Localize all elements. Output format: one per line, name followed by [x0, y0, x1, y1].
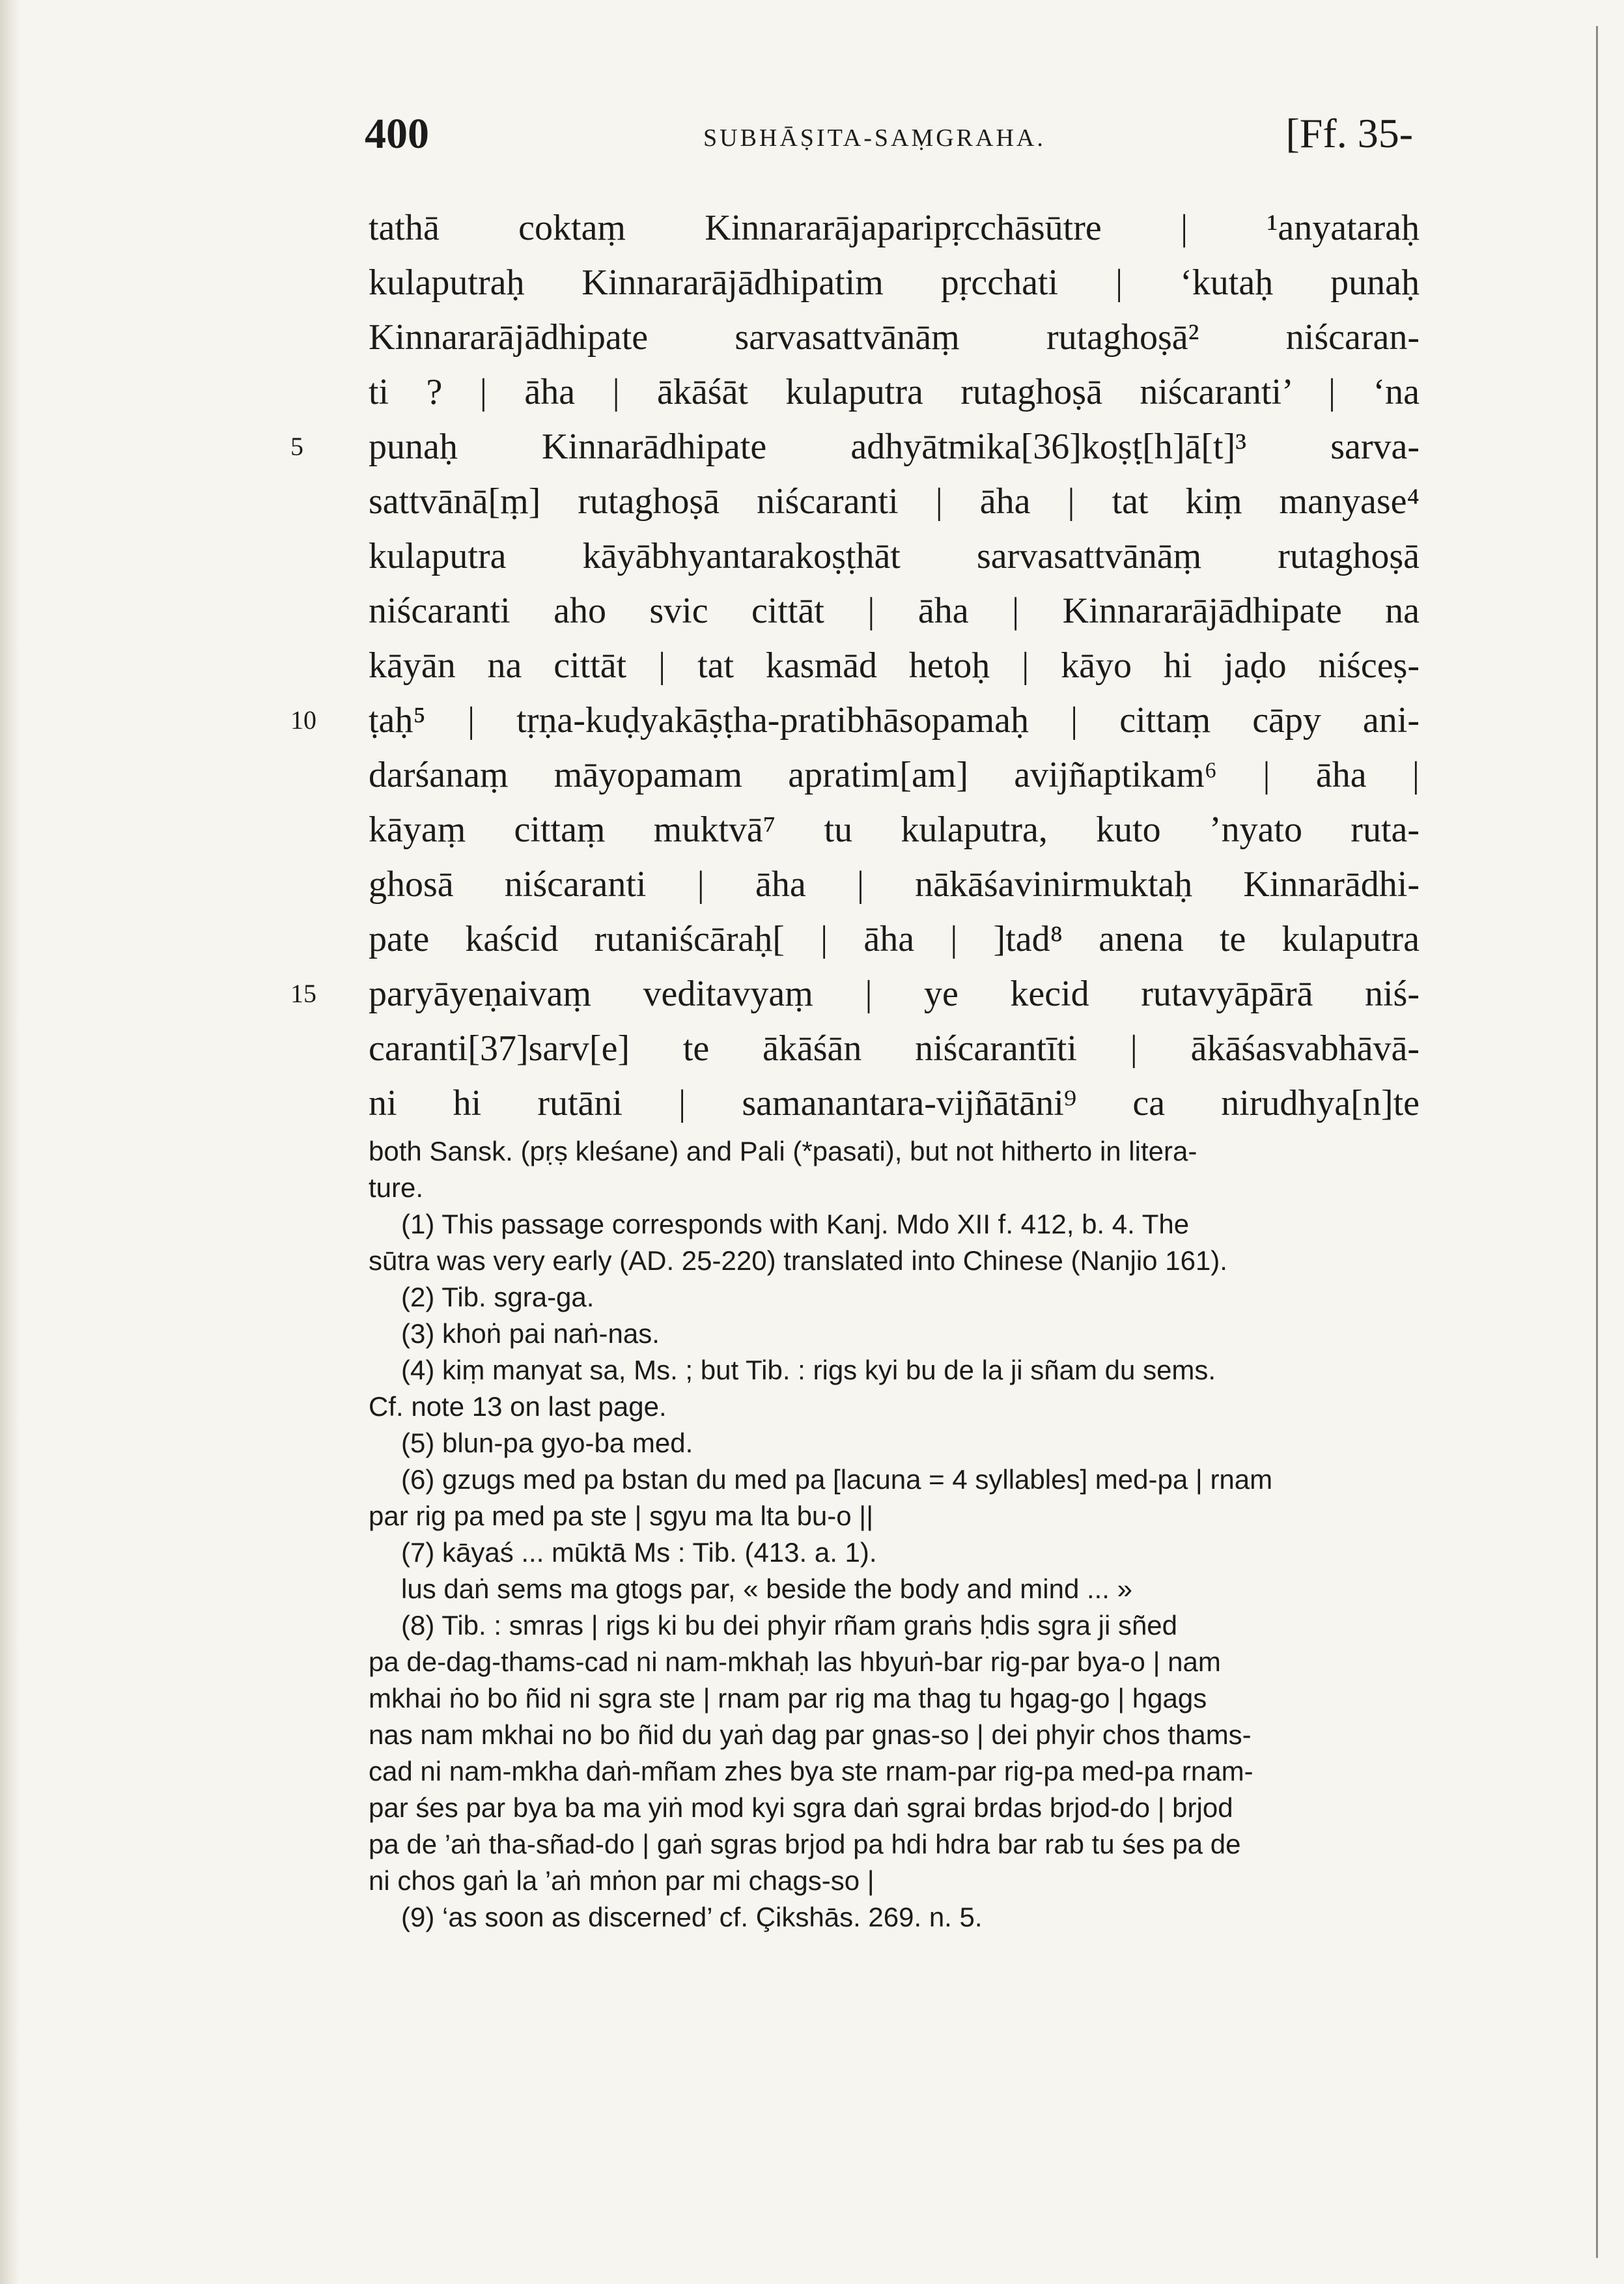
text-line [369, 857, 1420, 912]
footnote-line: nas nam mkhai no bo ñid du yaṅ dag par gnas-so | dei phyir chos thams- [369, 1719, 1252, 1750]
footnote-line: (2) Tib. sgra-ga. [401, 1282, 595, 1312]
footnote-line: (4) kiṃ manyat sa, Ms. ; but Tib. : rigs kyi bu de la ji sñam du sems. [401, 1355, 1216, 1385]
text-line [369, 748, 1420, 802]
text-line [369, 638, 1420, 693]
footnote-line: lus daṅ sems ma gtogs par, « beside the body and mind ... » [401, 1573, 1133, 1604]
text-line [290, 419, 1420, 474]
main-text-block [290, 201, 1420, 1131]
line-number: 5 [290, 432, 303, 461]
line-number: 10 [290, 705, 316, 735]
page-number: 400 [365, 110, 429, 158]
text-line [369, 255, 1420, 310]
text-line [290, 693, 1420, 748]
footnote-line: (6) gzugs med pa bstan du med pa [lacuna = 4 syllables] med-pa | rnam [401, 1464, 1273, 1495]
line-text: kāyān na cittāt | tat kasmād hetoḥ | kāyo hi jaḍo niśceṣ- [369, 645, 1420, 686]
line-text: ni hi rutāni | samanantara-vijñātāni⁹ ca nirudhya[n]te [369, 1083, 1420, 1123]
footnote-line: (3) khoṅ pai naṅ-nas. [401, 1318, 660, 1349]
text-line [369, 1021, 1420, 1076]
line-text: paryāyeṇaivaṃ veditavyaṃ | ye kecid rutavyāpārā niś- [369, 974, 1420, 1014]
line-text: sattvānā[ṃ] rutaghoṣā niścaranti | āha | tat kiṃ manyase⁴ [369, 481, 1420, 522]
footnote-line: ni chos gaṅ la ’aṅ mṅon par mi chags-so | [369, 1865, 875, 1896]
footnote-line: Cf. note 13 on last page. [369, 1391, 667, 1422]
line-text: niścaranti aho svic cittāt | āha | Kinnararājādhipate na [369, 591, 1420, 631]
footnote-line: pa de-dag-thams-cad ni nam-mkhaḥ las hbyuṅ-bar rig-par bya-o | nam [369, 1646, 1221, 1677]
text-line [369, 310, 1420, 365]
line-text: tathā coktaṃ Kinnararājaparipṛcchāsūtre | ¹anyataraḥ [369, 208, 1420, 248]
footnote-line: (5) blun-pa gyo-ba med. [401, 1428, 693, 1458]
text-line [369, 584, 1420, 638]
footnote-line: both Sansk. (pṛṣ kleśane) and Pali (*pasati), but not hitherto in litera- [369, 1136, 1197, 1166]
running-title: SUBHĀṢITA-SAṂGRAHA. [703, 124, 1046, 152]
folio-reference: [Ff. 35- [1285, 110, 1413, 156]
line-text: ghosā niścaranti | āha | nākāśavinirmuktaḥ Kinnarādhi- [369, 864, 1420, 905]
page-edge-line [1596, 26, 1598, 2258]
page-header [365, 109, 1413, 175]
line-text: Kinnararājādhipate sarvasattvānāṃ rutaghoṣā² niścaran- [369, 317, 1420, 358]
footnote-line: mkhai ṅo bo ñid ni sgra ste | rnam par rig ma thag tu hgag-go | hgags [369, 1683, 1207, 1713]
text-line [369, 201, 1420, 255]
footnotes-block [369, 1133, 1420, 1936]
line-text: caranti[37]sarv[e] te ākāśān niścarantīti | ākāśasvabhāvā- [369, 1028, 1420, 1069]
text-line [369, 529, 1420, 584]
footnote-line: sūtra was very early (AD. 25-220) translated into Chinese (Nanjio 161). [369, 1245, 1227, 1276]
footnote-line: (7) kāyaś ... mūktā Ms : Tib. (413. a. 1). [401, 1537, 877, 1568]
line-number: 15 [290, 979, 316, 1008]
footnote-line: (1) This passage corresponds with Kanj. Mdo XII f. 412, b. 4. The [401, 1209, 1190, 1239]
page-gutter-shadow [0, 0, 20, 2284]
footnote-line: pa de ’aṅ tha-sñad-do | gaṅ sgras brjod pa hdi hdra bar rab tu śes pa de [369, 1829, 1241, 1859]
text-line [369, 474, 1420, 529]
text-line [369, 365, 1420, 419]
line-text: ṭaḥ⁵ | tṛṇa-kuḍyakāṣṭha-pratibhāsopamaḥ | cittaṃ cāpy ani- [369, 700, 1420, 740]
text-line [369, 1076, 1420, 1131]
line-text: kāyaṃ cittaṃ muktvā⁷ tu kulaputra, kuto ’nyato ruta- [369, 810, 1420, 850]
footnote-line: (8) Tib. : smras | rigs ki bu dei phyir rñam graṅs ḥdis sgra ji sñed [401, 1610, 1178, 1641]
footnote-line: par rig pa med pa ste | sgyu ma lta bu-o || [369, 1501, 874, 1531]
text-line [290, 966, 1420, 1021]
text-line [369, 802, 1420, 857]
footnote-line: cad ni nam-mkha daṅ-mñam zhes bya ste rnam-par rig-pa med-pa rnam- [369, 1756, 1253, 1786]
footnote-line: (9) ‘as soon as discerned’ cf. Çikshās. 269. n. 5. [401, 1902, 983, 1932]
footnote-line: par śes par bya ba ma yiṅ mod kyi sgra daṅ sgrai brdas brjod-do | brjod [369, 1792, 1233, 1823]
line-text: kulaputra kāyābhyantarakoṣṭhāt sarvasattvānāṃ rutaghoṣā [369, 536, 1420, 576]
line-text: punaḥ Kinnarādhipate adhyātmika[36]koṣṭ[h]ā[t]³ sarva- [369, 427, 1420, 467]
line-text: kulaputraḥ Kinnararājādhipatim pṛcchati | ‘kutaḥ punaḥ [369, 262, 1420, 303]
footnote-line: ture. [369, 1172, 424, 1203]
line-text: ti ? | āha | ākāśāt kulaputra rutaghoṣā niścaranti’ | ‘na [369, 372, 1420, 412]
line-text: pate kaścid rutaniścāraḥ[ | āha | ]tad⁸ anena te kulaputra [369, 919, 1420, 959]
text-line [369, 912, 1420, 966]
line-text: darśanaṃ māyopamam apratim[am] avijñaptikam⁶ | āha | [369, 755, 1420, 795]
